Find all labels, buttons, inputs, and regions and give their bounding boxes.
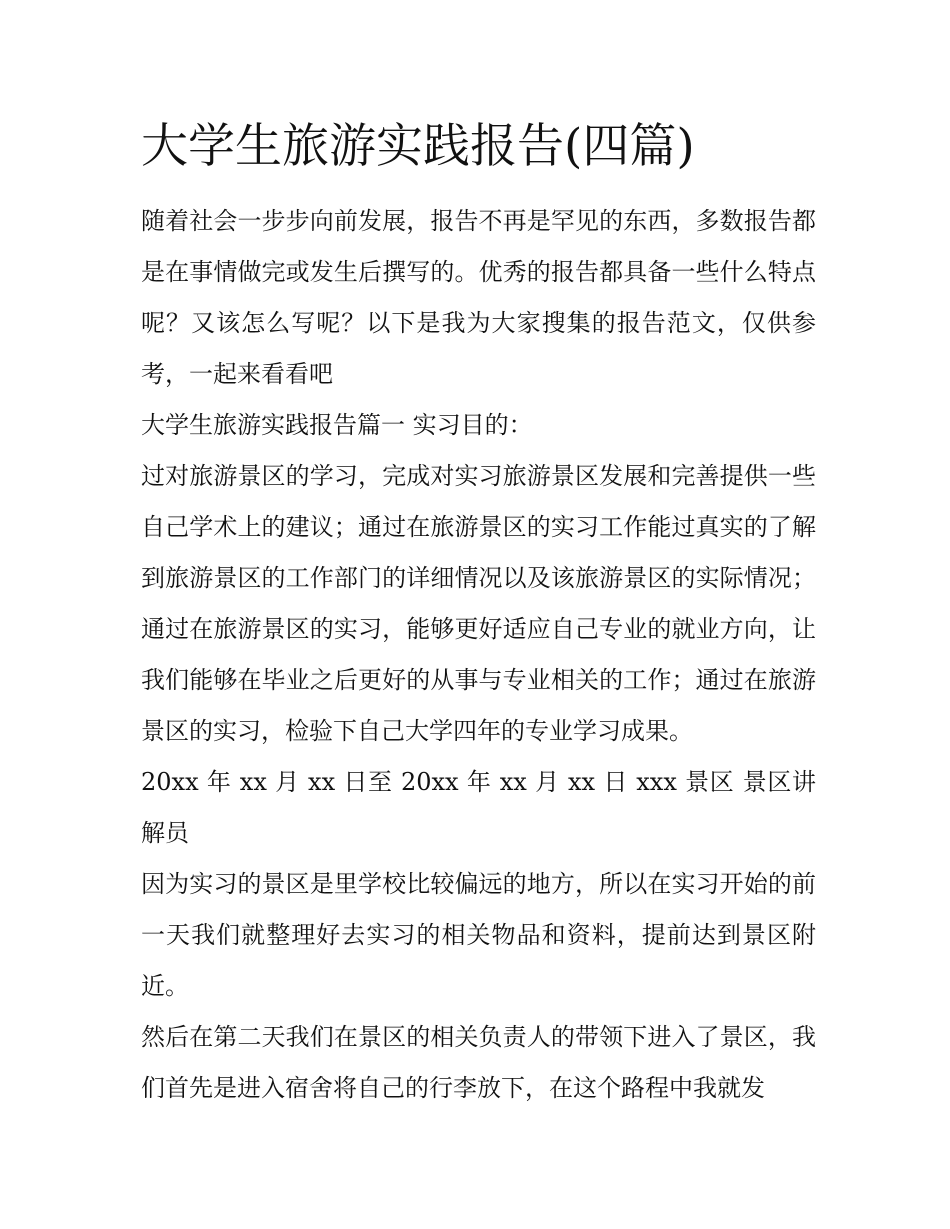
paragraph-intro: 随着社会一步步向前发展，报告不再是罕见的东西，多数报告都是在事情做完或发生后撰写的。优秀的报告都具备一些什么特点呢？又该怎么写呢？以下是我为大家搜集的报告范文，仅供参考，一起来看看吧 xyxy=(141,207,816,388)
paragraph-first-day: 然后在第二天我们在景区的相关负责人的带领下进入了景区，我们首先是进入宿舍将自己的行李放下，在这个路程中我就发 xyxy=(141,1023,816,1102)
document-page xyxy=(141,112,816,1114)
paragraph-section-heading: 大学生旅游实践报告篇一 实习目的： xyxy=(141,411,533,439)
document-title: 大学生旅游实践报告(四篇) xyxy=(141,119,695,174)
paragraph-dates: 20xx 年 xx 月 xx 日至 20xx 年 xx 月 xx 日 xxx 景区 景区讲解员 xyxy=(141,768,816,847)
paragraph-arrival: 因为实习的景区是里学校比较偏远的地方，所以在实习开始的前一天我们就整理好去实习的相关物品和资料，提前达到景区附近。 xyxy=(141,870,816,1000)
paragraph-purpose: 过对旅游景区的学习，完成对实习旅游景区发展和完善提供一些自己学术上的建议；通过在旅游景区的实习工作能过真实的了解到旅游景区的工作部门的详细情况以及该旅游景区的实际情况；通过在旅游景区的实习，能够更好适应自己专业的就业方向，让我们能够在毕业之后更好的从事与专业相关的工作；通过在旅游景区的实习，检验下自己大学四年的专业学习成果。 xyxy=(141,462,816,745)
document-body xyxy=(141,196,816,1114)
